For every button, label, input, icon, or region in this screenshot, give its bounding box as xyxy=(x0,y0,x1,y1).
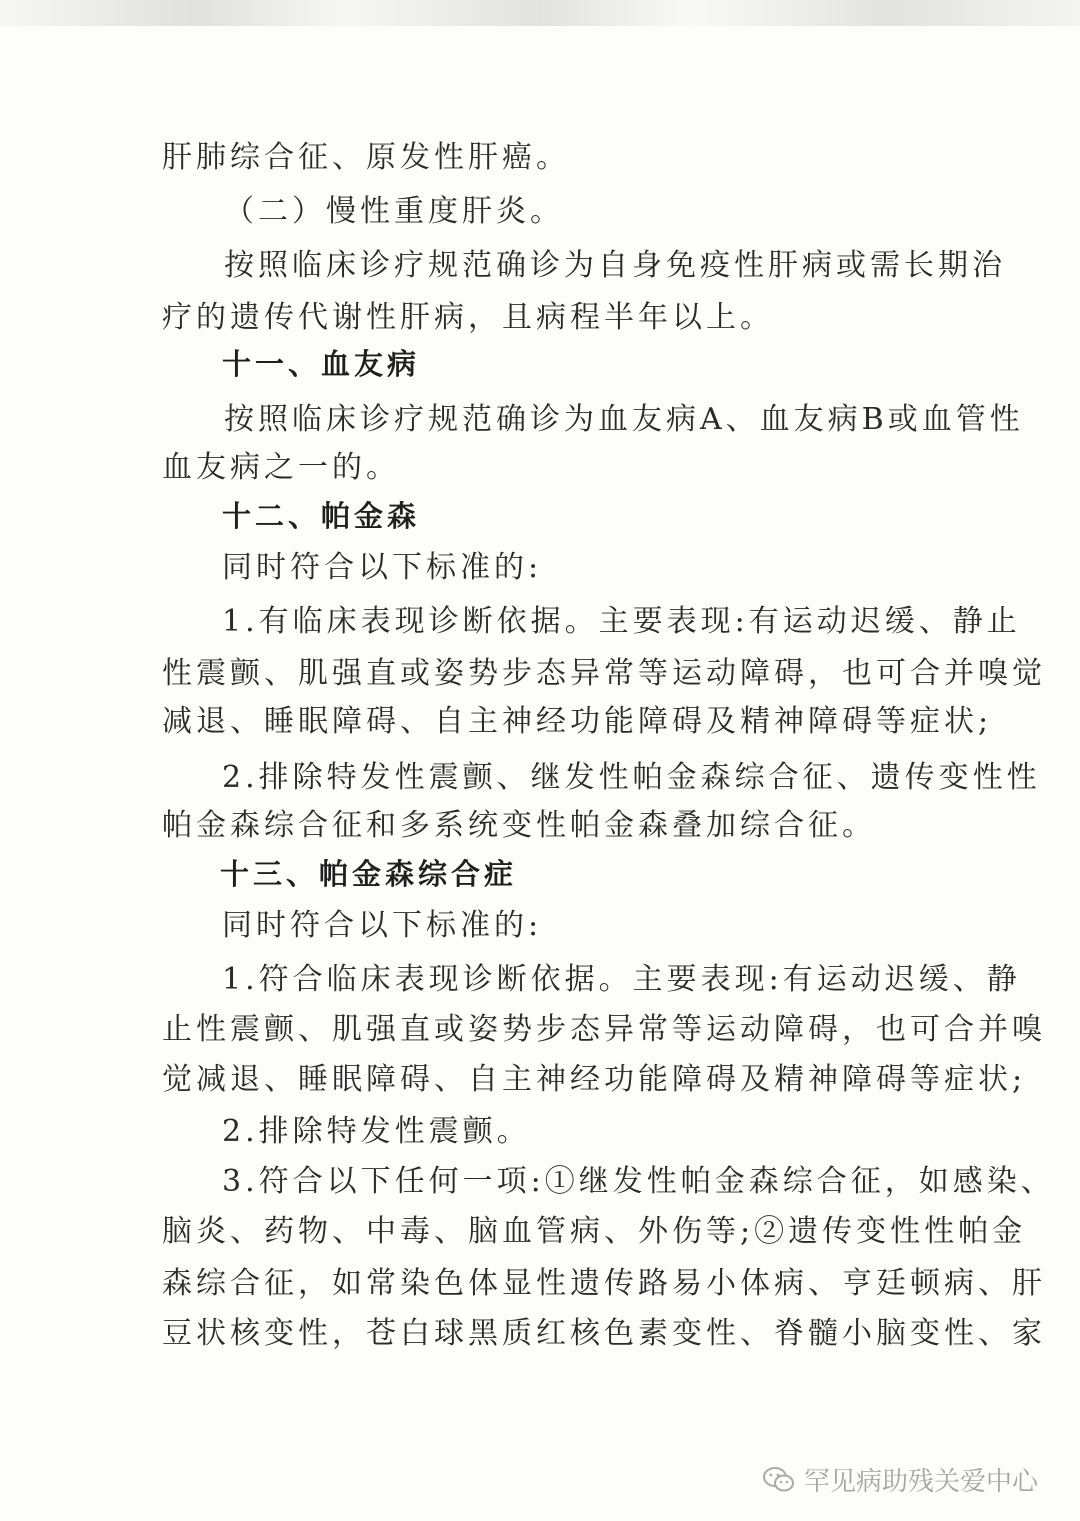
section-heading: 十三、帕金森综合症 xyxy=(220,857,518,891)
list-item: 2.排除特发性震颤。 xyxy=(222,1114,531,1149)
body-line: 止性震颤、肌强直或姿势步态异常等运动障碍，也可合并嗅 xyxy=(162,1012,1046,1047)
list-item: 3.符合以下任何一项:①继发性帕金森综合征，如感染、 xyxy=(222,1164,1055,1199)
body-line: 按照临床诊疗规范确诊为自身免疫性肝病或需长期治 xyxy=(224,248,1006,283)
body-line: 同时符合以下标准的: xyxy=(222,908,543,943)
body-line: 性震颤、肌强直或姿势步态异常等运动障碍，也可合并嗅觉 xyxy=(162,656,1046,691)
body-line: 帕金森综合征和多系统变性帕金森叠加综合征。 xyxy=(162,808,876,843)
body-line: 减退、睡眠障碍、自主神经功能障碍及精神障碍等症状; xyxy=(162,704,993,739)
body-line: 按照临床诊疗规范确诊为血友病A、血友病B或血管性 xyxy=(224,402,1024,437)
body-line: 疗的遗传代谢性肝病，且病程半年以上。 xyxy=(162,300,774,335)
list-item: 1.有临床表现诊断依据。主要表现:有运动迟缓、静止 xyxy=(222,604,1021,639)
list-item: 2.排除特发性震颤、继发性帕金森综合征、遗传变性性 xyxy=(222,760,1041,795)
watermark xyxy=(762,1461,1038,1498)
section-heading: 十二、帕金森 xyxy=(222,499,421,533)
body-line: 豆状核变性，苍白球黑质红核色素变性、脊髓小脑变性、家 xyxy=(162,1316,1046,1351)
body-line: 觉减退、睡眠障碍、自主神经功能障碍及精神障碍等症状; xyxy=(162,1062,1027,1097)
list-item: 1.符合临床表现诊断依据。主要表现:有运动迟缓、静 xyxy=(222,962,1021,997)
body-line: 肝肺综合征、原发性肝癌。 xyxy=(162,140,570,175)
body-line: 森综合征，如常染色体显性遗传路易小体病、亨廷顿病、肝 xyxy=(162,1266,1046,1301)
section-heading: 十一、血友病 xyxy=(222,347,421,381)
wechat-icon xyxy=(762,1465,796,1495)
scan-edge xyxy=(0,0,1080,26)
subsection-heading: （二）慢性重度肝炎。 xyxy=(224,194,564,229)
body-line: 同时符合以下标准的: xyxy=(222,550,543,585)
watermark-text: 罕见病助残关爱中心 xyxy=(804,1467,1039,1497)
body-line: 血友病之一的。 xyxy=(162,450,400,485)
body-line: 脑炎、药物、中毒、脑血管病、外伤等;②遗传变性性帕金 xyxy=(162,1214,1027,1249)
